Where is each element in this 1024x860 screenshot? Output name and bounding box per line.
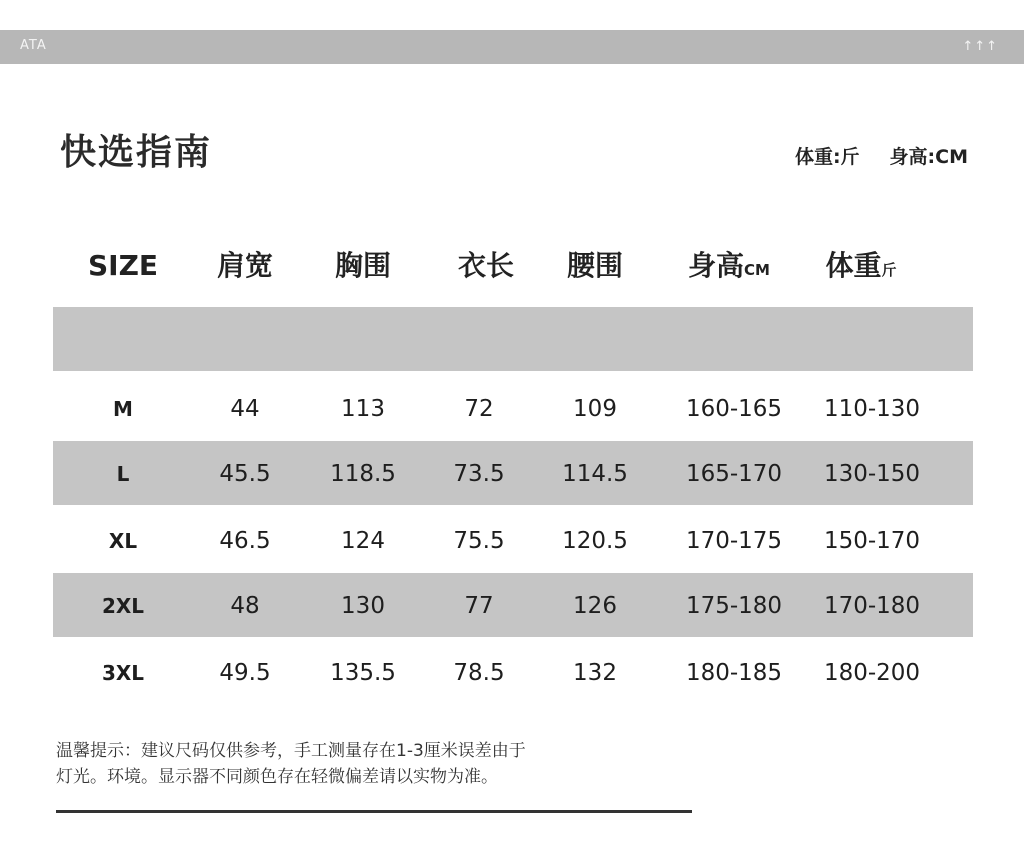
cell-size: L xyxy=(116,462,130,486)
header-shoulder: 肩宽 xyxy=(216,249,273,282)
units-legend xyxy=(795,142,968,169)
cell-waist: 126 xyxy=(573,593,617,619)
cell-length: 75.5 xyxy=(453,528,505,554)
cell-chest: 118.5 xyxy=(330,461,396,487)
cell-chest: 130 xyxy=(341,593,385,619)
cell-weight: 130-150 xyxy=(823,461,921,487)
cell-waist: 132 xyxy=(573,660,617,686)
weight-unit-label: 体重:斤 xyxy=(794,146,860,168)
top-bar-arrows-icon: ↑↑↑ xyxy=(962,39,998,54)
bottom-divider xyxy=(56,810,692,813)
height-unit-label: 身高:CM xyxy=(889,146,968,168)
top-bar xyxy=(0,30,1024,64)
table-header xyxy=(53,240,973,292)
cell-shoulder: 49.5 xyxy=(219,660,271,686)
cell-waist: 120.5 xyxy=(562,528,628,554)
tip-line-2: 灯光。环境。显示器不同颜色存在轻微偏差请以实物为准。 xyxy=(56,767,498,787)
cell-size: 2XL xyxy=(101,594,145,618)
header-waist: 腰围 xyxy=(566,249,623,282)
cell-shoulder: 46.5 xyxy=(219,528,271,554)
cell-height: 165-170 xyxy=(685,461,783,487)
cell-weight: 170-180 xyxy=(823,593,921,619)
top-bar-left-text: ATA xyxy=(20,38,47,53)
cell-chest: 135.5 xyxy=(330,660,396,686)
cell-shoulder: 48 xyxy=(230,593,260,619)
table-row xyxy=(53,442,973,506)
tip-line-1: 温馨提示：建议尺码仅供参考，手工测量存在1-3厘米误差由于 xyxy=(56,741,526,761)
cell-weight: 110-130 xyxy=(823,396,921,422)
cell-chest: 113 xyxy=(341,396,385,422)
table-row xyxy=(53,574,973,638)
header-weight: 体重斤 xyxy=(825,249,897,282)
cell-length: 73.5 xyxy=(453,461,505,487)
tip-note xyxy=(56,738,656,790)
table-row xyxy=(53,509,973,573)
header-height: 身高CM xyxy=(688,249,770,282)
header-length: 衣长 xyxy=(457,249,514,282)
cell-height: 180-185 xyxy=(685,660,783,686)
header-height-unit: CM xyxy=(744,261,770,279)
cell-weight: 180-200 xyxy=(823,660,921,686)
table-row xyxy=(53,377,973,441)
cell-waist: 109 xyxy=(573,396,617,422)
cell-length: 77 xyxy=(464,593,494,619)
header-weight-unit: 斤 xyxy=(881,261,897,279)
cell-weight: 150-170 xyxy=(823,528,921,554)
header-size: SIZE xyxy=(87,249,158,282)
cell-height: 175-180 xyxy=(685,593,783,619)
header-chest: 胸围 xyxy=(334,249,391,282)
cell-waist: 114.5 xyxy=(562,461,628,487)
header-gray-band xyxy=(53,307,973,371)
cell-length: 72 xyxy=(464,396,494,422)
cell-length: 78.5 xyxy=(453,660,505,686)
cell-height: 170-175 xyxy=(685,528,783,554)
cell-size: M xyxy=(113,397,133,421)
cell-size: 3XL xyxy=(101,661,145,685)
table-row xyxy=(53,641,973,705)
page-title: 快选指南 xyxy=(60,132,213,173)
cell-chest: 124 xyxy=(341,528,385,554)
cell-height: 160-165 xyxy=(685,396,783,422)
cell-shoulder: 45.5 xyxy=(219,461,271,487)
cell-size: XL xyxy=(108,529,138,553)
cell-shoulder: 44 xyxy=(230,396,260,422)
